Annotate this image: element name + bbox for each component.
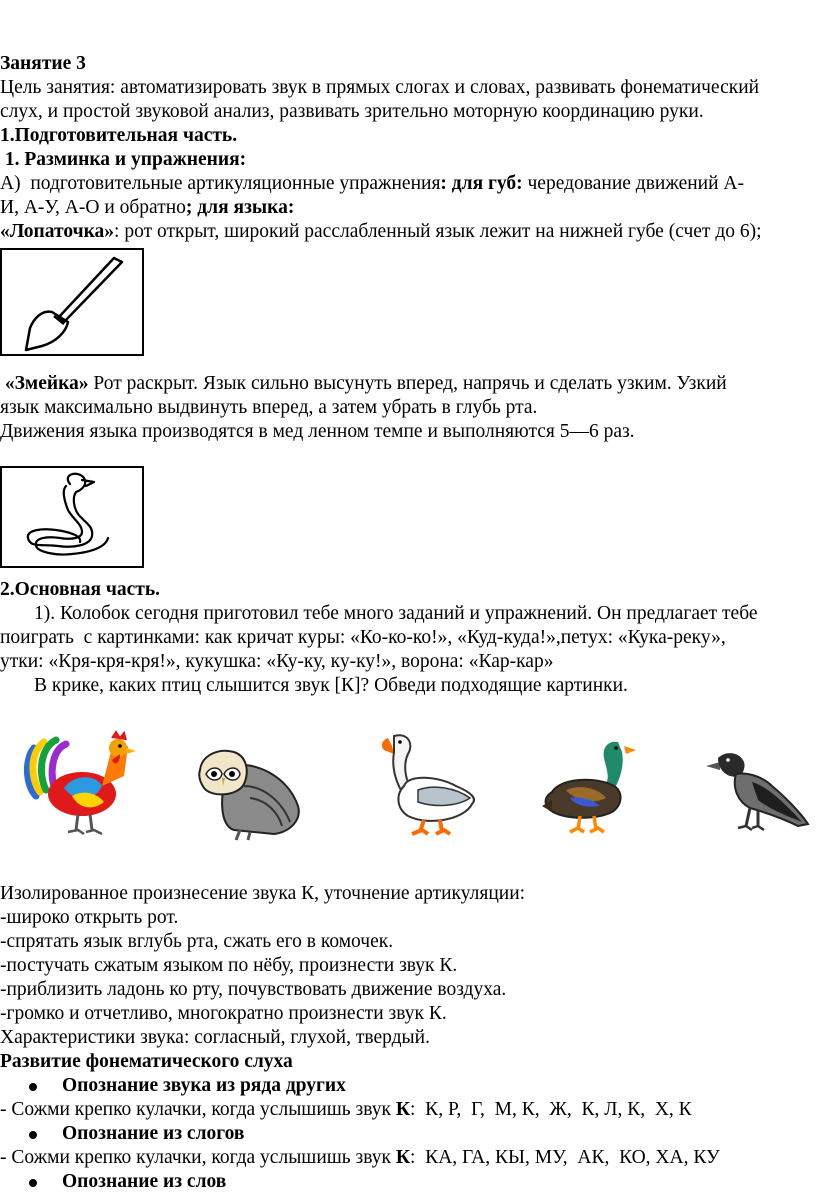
zmeika-text-1: Рот раскрыт. Язык сильно высунуть вперед, напрячь и сделать узким. Узкий (93, 373, 727, 394)
task1-text-1: 1). Колобок сегодня приготовил тебе много заданий и упражнений. Он предлагает тебе (34, 603, 758, 624)
snake-image-frame (0, 466, 144, 568)
isolated-step-2: -спрятать язык вглубь рта, сжать его в комочек. (0, 931, 394, 952)
syllables-exercise-list: : КА, ГА, КЫ, МУ, АК, КО, ХА, КУ (410, 1147, 720, 1168)
phonemic-heading: Развитие фонематического слуха (0, 1051, 293, 1072)
isolated-step-4: -приблизить ладонь ко рту, почувствовать движение воздуха. (0, 979, 507, 1000)
task1-line-2 (0, 626, 816, 650)
exercise-a-lips: : для губ: (440, 173, 523, 194)
bullet-recognition-sounds-label: Опознание звука из ряда других (62, 1075, 346, 1096)
isolated-step-5: -громко и отчетливо, многократно произнести звук К. (0, 1003, 447, 1024)
zmeika-line-1 (0, 372, 816, 396)
bullet-dot (29, 1131, 37, 1139)
zmeika-line-3: Движения языка производятся в мед ленном темпе и выполняются 5—6 раз. (0, 421, 635, 442)
sounds-exercise-line (0, 1098, 816, 1122)
syllables-exercise-line (0, 1146, 816, 1170)
exercise-a-alternation: чередование движений А- (522, 173, 744, 194)
isolated-heading: Изолированное произнесение звука К, уточнение артикуляции: (0, 883, 526, 904)
rooster-icon[interactable] (16, 730, 146, 842)
shovel-icon (2, 250, 142, 354)
sounds-exercise-letter: К (395, 1099, 411, 1120)
lopatochka-text: : рот открыт, широкий расслабленный язык лежит на нижней губе (счет до 6); (114, 221, 762, 242)
task1-line-1 (0, 602, 816, 626)
crow-icon[interactable] (706, 746, 810, 838)
exercise-a-text: А) подготовительные артикуляционные упражнения (0, 173, 441, 194)
bullet-recognition-syllables-label: Опознание из слогов (62, 1123, 245, 1144)
document-page (0, 52, 816, 1194)
task1-text-2: поиграть с картинками: как кричат куры: «Ко-ко-ко!», «Куд-куда!»,петух: «Кука-реку», (0, 627, 726, 648)
zmeika-name: «Змейка» (4, 373, 89, 394)
bullet-recognition-words-label: Опознание из слов (62, 1171, 227, 1192)
shovel-image-frame (0, 248, 144, 356)
lopatochka-line (0, 220, 816, 244)
section1-subheading: 1. Разминка и упражнения: (0, 149, 247, 170)
bullet-dot (29, 1179, 37, 1187)
owl-icon[interactable] (194, 746, 306, 842)
birds-row (0, 730, 816, 862)
syllables-exercise-text: - Сожми крепко кулачки, когда услышишь звук (0, 1147, 396, 1168)
exercise-a-line-1 (0, 172, 816, 196)
bullet-dot (29, 1083, 37, 1091)
snake-icon (2, 468, 142, 566)
bullet-recognition-sounds (0, 1074, 816, 1098)
sound-characteristics: Характеристики звука: согласный, глухой, твердый. (0, 1027, 430, 1048)
goose-icon[interactable] (378, 730, 482, 838)
zmeika-line-2: язык максимально выдвинуть вперед, а затем убрать в глубь рта. (0, 397, 538, 418)
lopatochka-name: «Лопаточка» (0, 221, 115, 242)
bullet-recognition-words (0, 1170, 816, 1194)
exercise-a-line-2 (0, 196, 816, 220)
exercise-a-vowels: И, А-У, А-О и обратно (0, 197, 186, 218)
isolated-step-3: -постучать сжатым языком по нёбу, произнести звук К. (0, 955, 458, 976)
task1-line-4: В крике, каких птиц слышится звук [К]? Обведи подходящие картинки. (34, 675, 628, 696)
isolated-step-1: -широко открыть рот. (0, 907, 179, 928)
goal-line-1: Цель занятия: автоматизировать звук в прямых слогах и словах, развивать фонематический (0, 77, 760, 98)
task1-line-3: утки: «Кря-кря-кря!», кукушка: «Ку-ку, ку-ку!», ворона: «Кар-кар» (0, 651, 554, 672)
section1-heading: 1.Подготовительная часть. (0, 125, 238, 146)
goal-line-2: слух, и простой звуковой анализ, развивать зрительно моторную координацию руки. (0, 101, 704, 122)
syllables-exercise-letter: К (395, 1147, 411, 1168)
lesson-title: Занятие 3 (0, 53, 86, 74)
exercise-a-tongue: ; для языка: (185, 197, 295, 218)
duck-icon[interactable] (540, 736, 644, 836)
sounds-exercise-text: - Сожми крепко кулачки, когда услышишь звук (0, 1099, 396, 1120)
section2-heading: 2.Основная часть. (0, 579, 161, 600)
sounds-exercise-list: : К, Р, Г, М, К, Ж, К, Л, К, Х, К (410, 1099, 692, 1120)
bullet-recognition-syllables (0, 1122, 816, 1146)
